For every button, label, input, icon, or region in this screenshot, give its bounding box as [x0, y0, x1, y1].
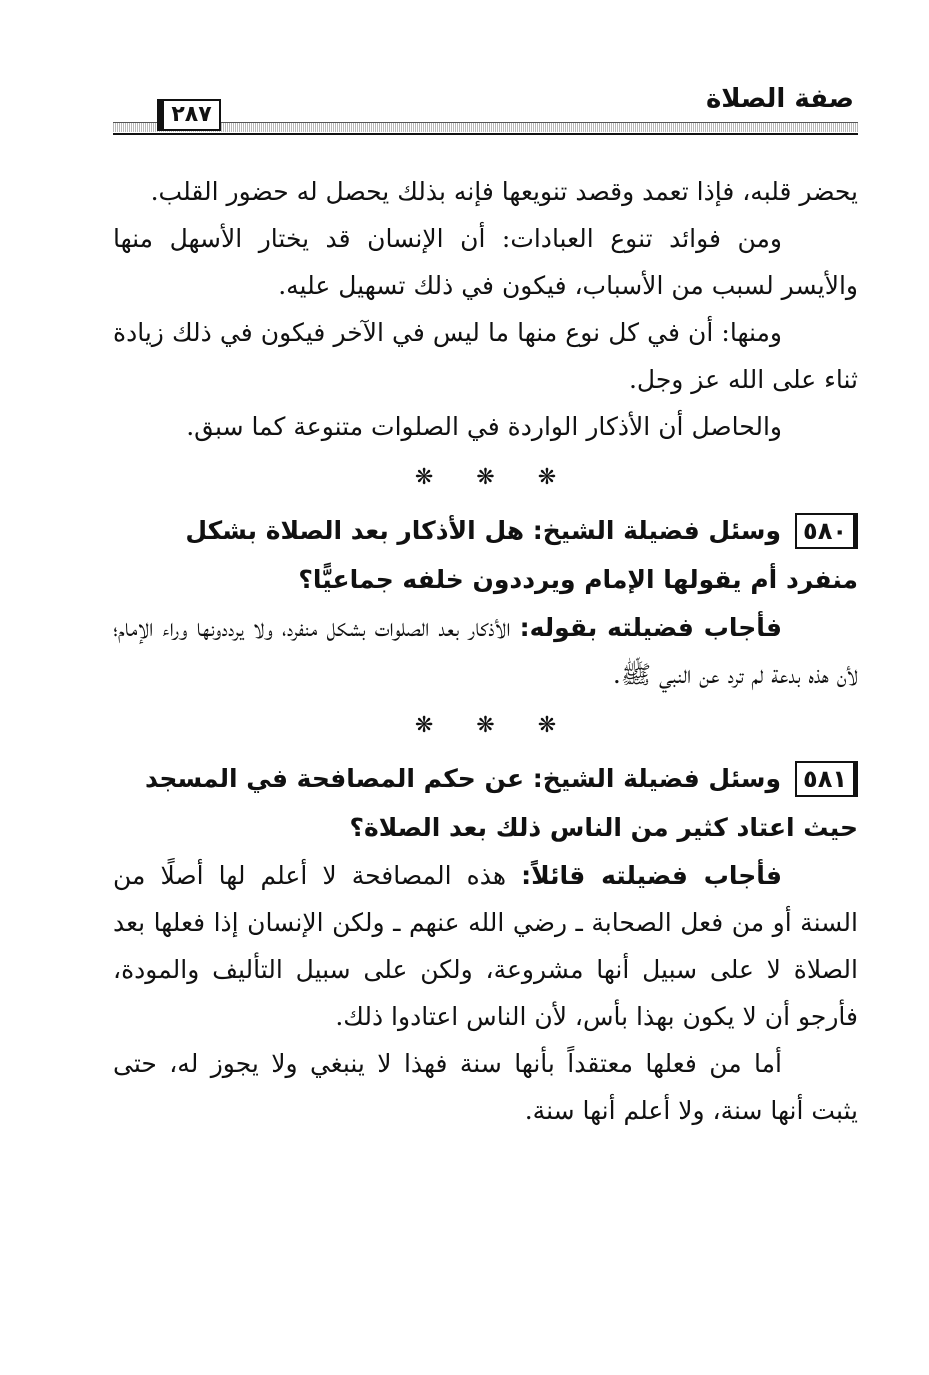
- fatwa-question: [113, 754, 858, 852]
- answer-text: الأذكار بعد الصلوات بشكل منفرد، ولا يرددونها وراء الإمام؛ لأن هذه بدعة لم ترد عن النبي ﷺ.: [113, 613, 858, 689]
- page-body: [113, 168, 858, 1134]
- section-separator: ❋ ❋ ❋: [414, 465, 557, 490]
- paragraph: يحضر قلبه، فإذا تعمد وقصد تنويعها فإنه بذلك يحصل له حضور القلب.: [150, 177, 858, 206]
- answer-text: هذه المصافحة لا أعلم لها أصلًا من السنة أو من فعل الصحابة ـ رضي الله عنهم ـ ولكن الإنسان إذا فعلها بعد الصلاة لا على سبيل أنها مشروعة، ولكن على سبيل التأليف والمودة، فأرجو أن لا يكون بهذا بأس، لأن الناس اعتادوا ذلك.: [113, 861, 858, 1031]
- answer-lead: فأجاب فضيلته بقوله:: [519, 613, 783, 642]
- header-rule-band: [113, 122, 858, 132]
- fatwa-question: [113, 506, 858, 604]
- fatwa-answer: [113, 852, 858, 1040]
- running-title: صفة الصلاة: [705, 84, 854, 114]
- header-rule-line: [113, 133, 858, 135]
- page-number: ٢٨٧: [157, 99, 221, 131]
- fatwa-number: ٥٨١: [795, 761, 858, 797]
- page-header: [113, 78, 858, 138]
- question-text: وسئل فضيلة الشيخ: هل الأذكار بعد الصلاة بشكل منفرد أم يقولها الإمام ويرددون خلفه جماعيًّا؟: [185, 516, 858, 594]
- question-text: وسئل فضيلة الشيخ: عن حكم المصافحة في المسجد حيث اعتاد كثير من الناس ذلك بعد الصلاة؟: [144, 764, 858, 842]
- paragraph: أما من فعلها معتقداً بأنها سنة فهذا لا ينبغي ولا يجوز له، حتى يثبت أنها سنة، ولا أعلم أنها سنة.: [113, 1049, 858, 1125]
- paragraph: ومن فوائد تنوع العبادات: أن الإنسان قد يختار الأسهل منها والأيسر لسبب من الأسباب، فيكون في ذلك تسهيل عليه.: [113, 224, 858, 300]
- fatwa-number: ٥٨٠: [795, 513, 858, 549]
- fatwa-answer: [113, 604, 858, 698]
- section-separator: ❋ ❋ ❋: [414, 713, 557, 738]
- paragraph: ومنها: أن في كل نوع منها ما ليس في الآخر فيكون في ذلك زيادة ثناء على الله عز وجل.: [113, 318, 858, 394]
- answer-lead: فأجاب فضيلته قائلاً:: [521, 861, 782, 890]
- paragraph: والحاصل أن الأذكار الواردة في الصلوات متنوعة كما سبق.: [186, 412, 782, 441]
